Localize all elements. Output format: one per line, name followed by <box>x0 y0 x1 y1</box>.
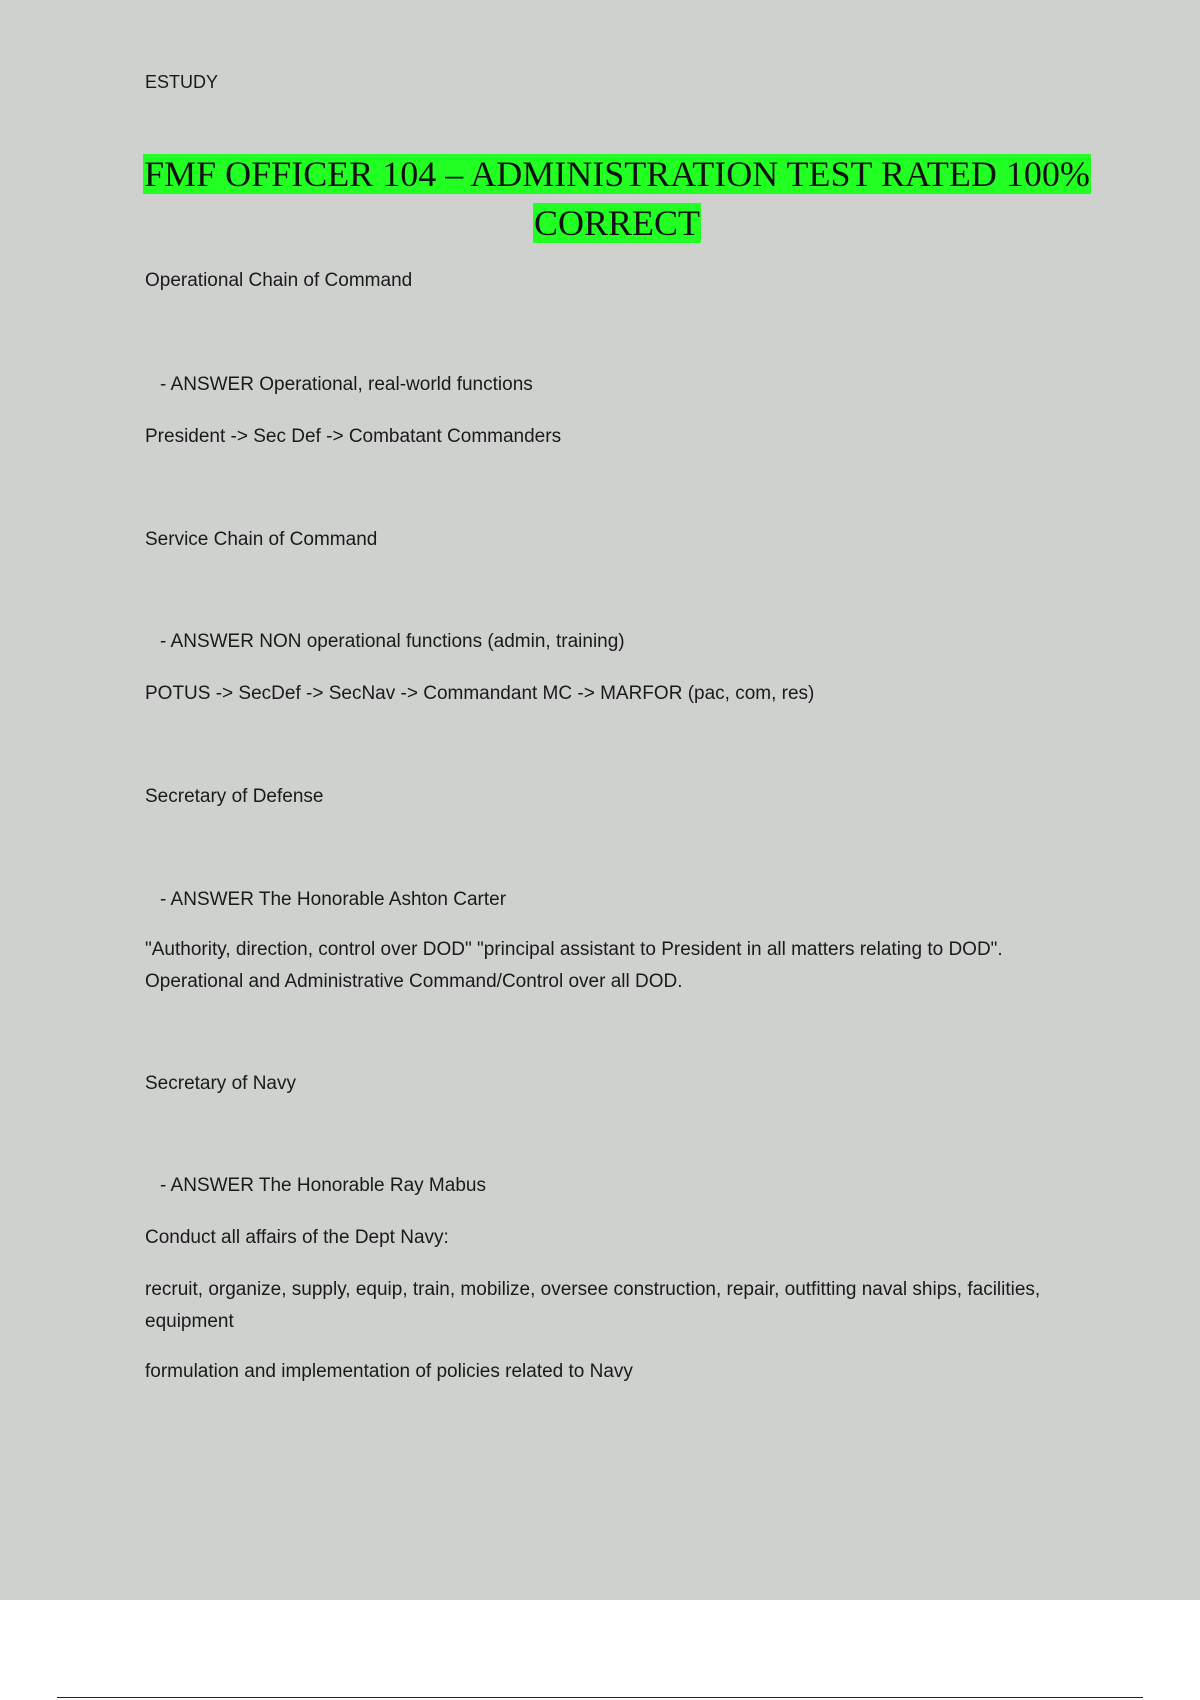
detail-text: formulation and implementation of policies related to Navy <box>145 1361 633 1382</box>
detail-text: recruit, organize, supply, equip, train, mobilize, oversee construction, repair, outfitting naval ships, facilities, equipment <box>145 1279 1041 1332</box>
document-title <box>120 150 1114 248</box>
question-text: Service Chain of Command <box>145 529 378 550</box>
question-text: Secretary of Navy <box>145 1073 296 1094</box>
detail-text: POTUS -> SecDef -> SecNav -> Commandant MC -> MARFOR (pac, com, res) <box>145 683 815 704</box>
detail-text: President -> Sec Def -> Combatant Commanders <box>145 426 562 447</box>
detail-text: Conduct all affairs of the Dept Navy: <box>145 1227 449 1248</box>
answer-text: - ANSWER Operational, real-world functions <box>160 374 533 395</box>
footer-rule <box>57 1697 1143 1698</box>
detail-text: "Authority, direction, control over DOD" "principal assistant to President in all matters relating to DOD". Operational and Administrative Command/Control over all DOD. <box>145 939 1003 992</box>
answer-text: - ANSWER NON operational functions (admin, training) <box>160 631 625 652</box>
answer-text: - ANSWER The Honorable Ashton Carter <box>160 889 507 910</box>
question-text: Secretary of Defense <box>145 786 324 807</box>
header-tag: ESTUDY <box>145 72 219 92</box>
title-highlight: FMF OFFICER 104 – ADMINISTRATION TEST RATED 100% CORRECT <box>144 154 1090 243</box>
answer-text: - ANSWER The Honorable Ray Mabus <box>160 1175 486 1196</box>
question-text: Operational Chain of Command <box>145 270 413 291</box>
